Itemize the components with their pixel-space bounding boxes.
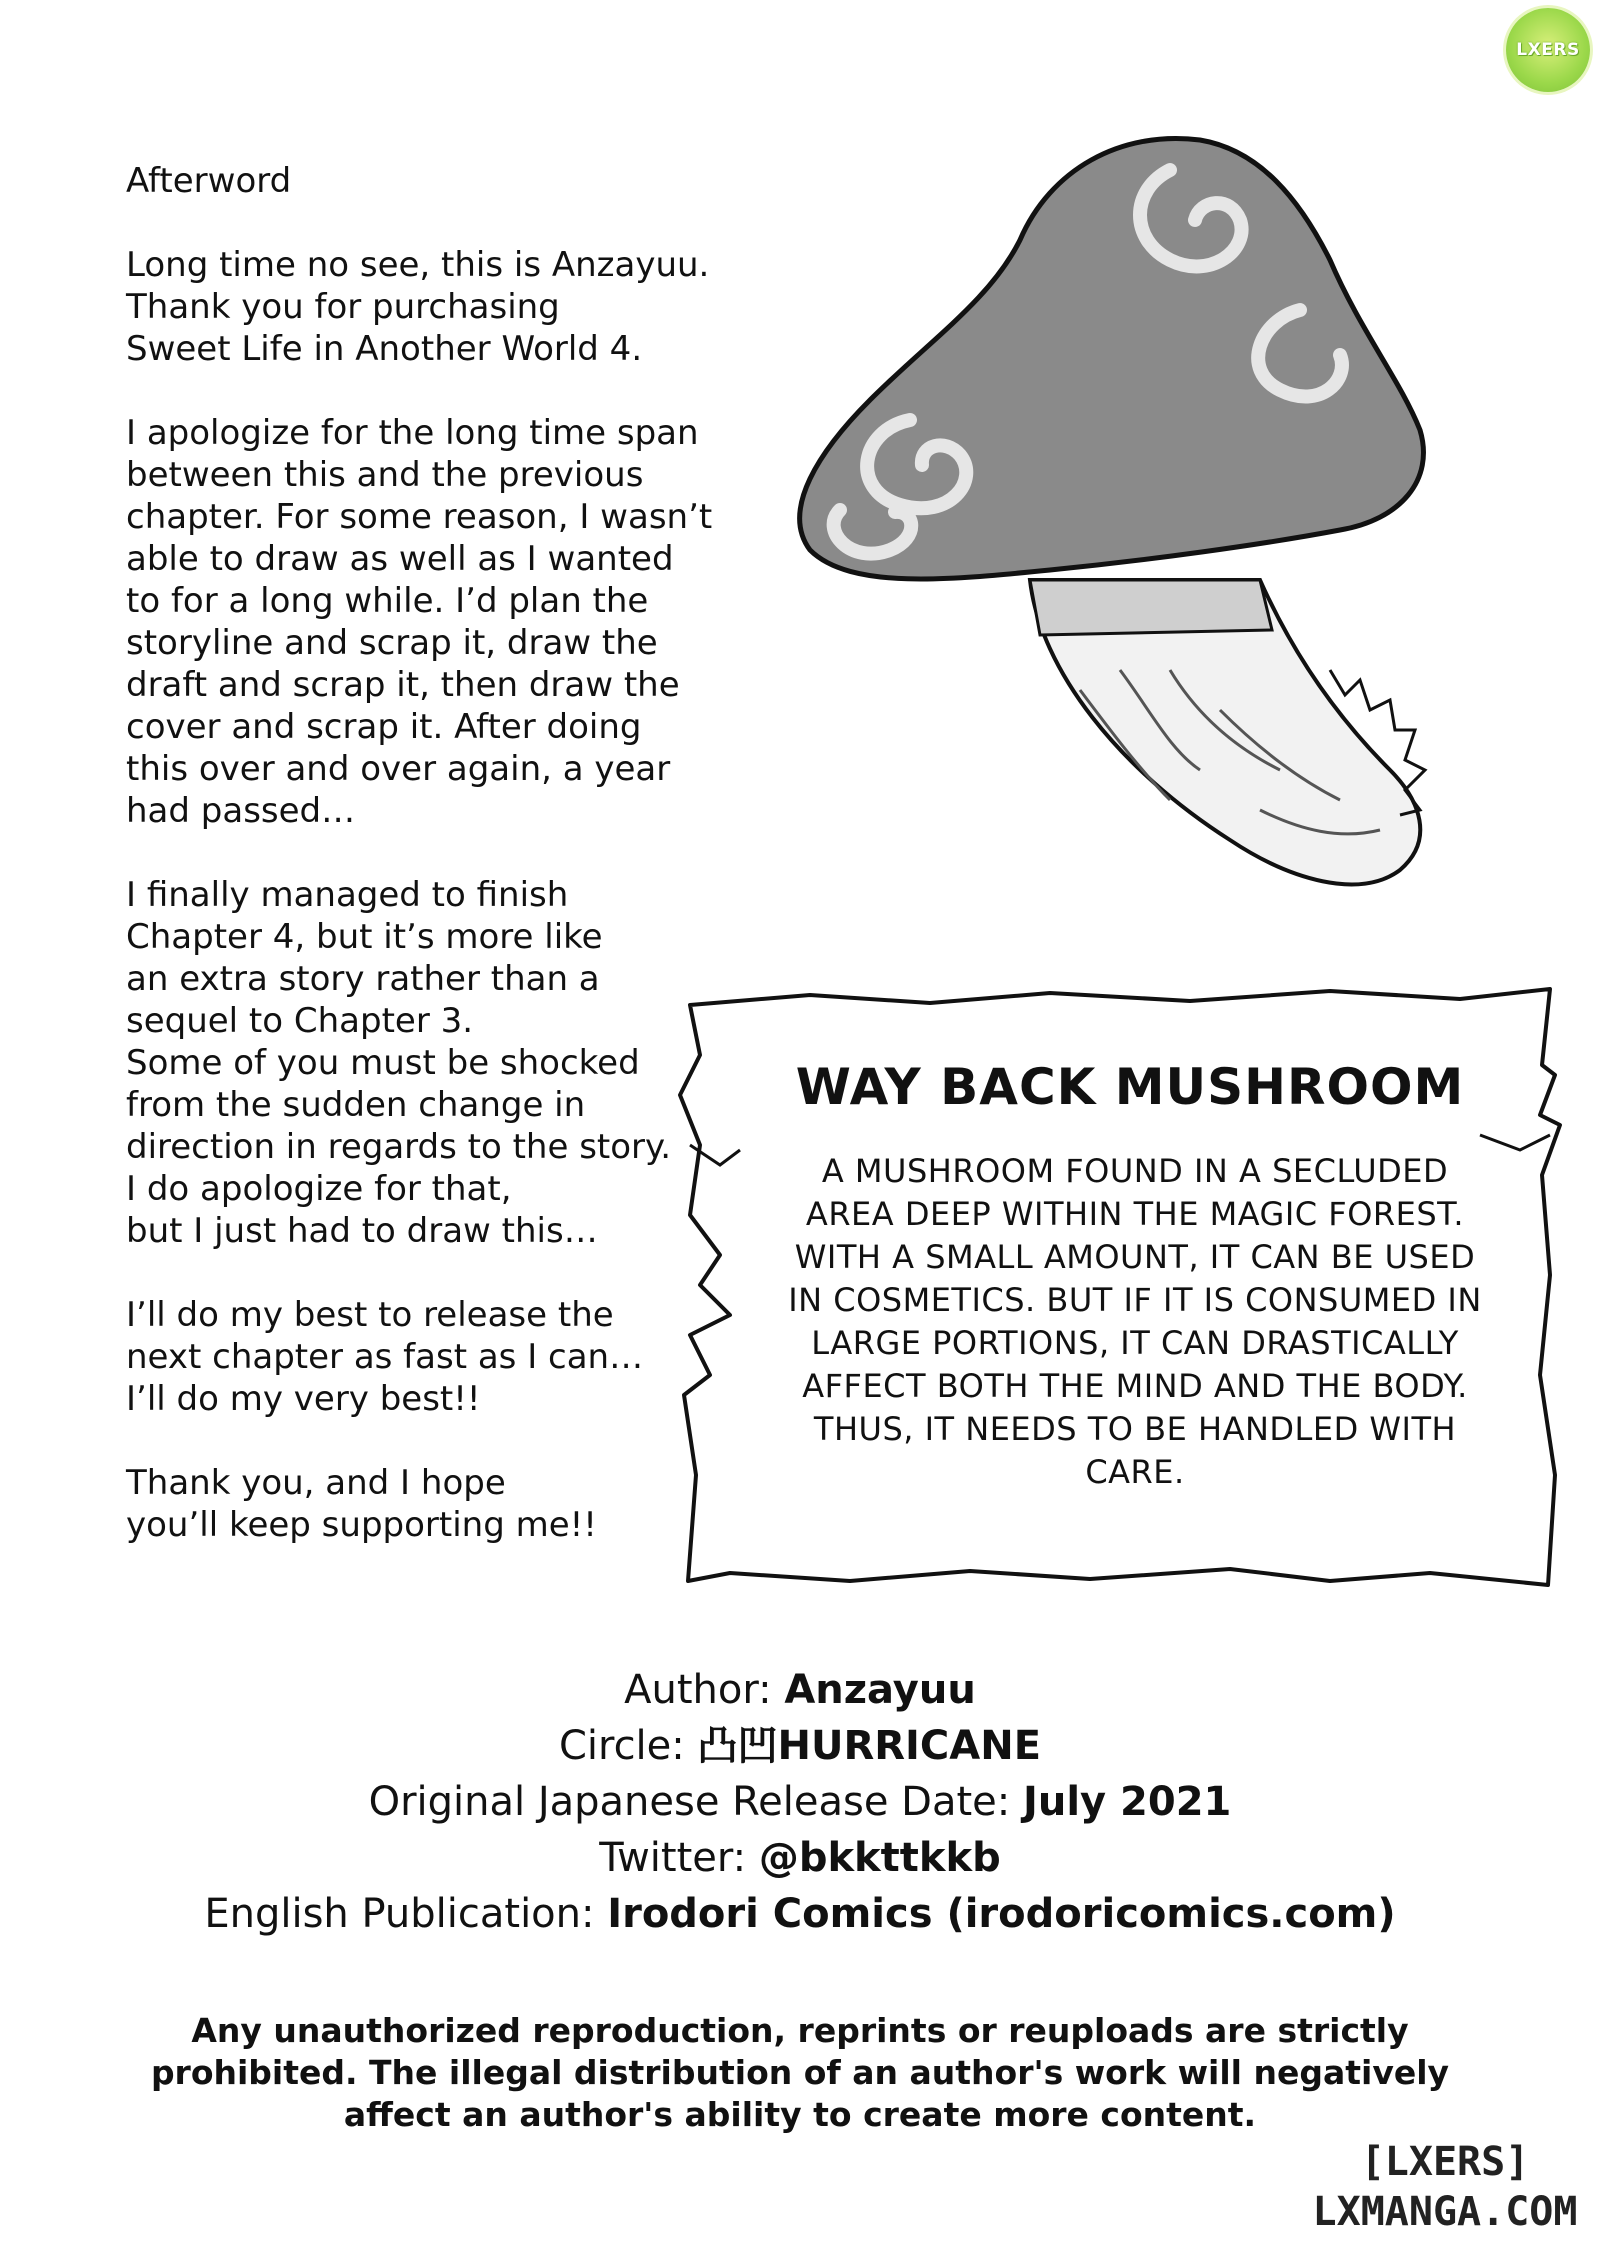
sign-description: A MUSHROOM FOUND IN A SECLUDED AREA DEEP WITHIN THE MAGIC FOREST. WITH A SMALL AMOUNT, IT CAN BE USED IN COSMETICS. BUT IF IT IS CONSUMED IN LARGE PORTIONS, IT CAN DRASTICALLY AFFECT BOTH THE MIND AND THE BODY. THUS, IT NEEDS TO BE HANDLED WITH CARE. — [788, 1152, 1482, 1491]
mushroom-stem — [1030, 580, 1425, 884]
afterword-heading: Afterword — [126, 161, 292, 201]
sign-title: WAY BACK MUSHROOM — [795, 1058, 1465, 1116]
copyright-notice: Any unauthorized reproduction, reprints or reuploads are strictly prohibited. The illegal distribution of an author's work will negatively affect an author's ability to create more content. — [150, 2011, 1450, 2134]
credits-section — [0, 1662, 1600, 1942]
watermark — [1300, 2138, 1590, 2238]
afterword-section — [126, 160, 726, 1588]
mushroom-cap — [800, 138, 1424, 578]
credit-publication: English Publication: Irodori Comics (irodoricomics.com) — [204, 1891, 1396, 1937]
afterword-paragraph: I finally managed to finish Chapter 4, but it’s more like an extra story rather than a sequel to Chapter 3. Some of you must be shocked from the sudden change in direction in regards to the story. I do apologize for that, but I just had to draw this… — [126, 875, 672, 1251]
afterword-paragraph: I’ll do my best to release the next chapter as fast as I can… I’ll do my very best!! — [126, 1295, 644, 1419]
afterword-paragraph: I apologize for the long time span between this and the previous chapter. For some reason, I wasn’t able to draw as well as I wanted to for a long while. I’d plan the storyline and scrap it, draw the draft and scrap it, then draw the cover and scrap it. After doing this over and over again, a year had passed… — [126, 413, 713, 831]
credit-release-date: Original Japanese Release Date: July 2021 — [368, 1779, 1232, 1825]
mushroom-illustration — [700, 110, 1540, 990]
watermark-line1: [LXERS] — [1360, 2139, 1530, 2185]
credit-circle: Circle: 凸凹HURRICANE — [558, 1723, 1042, 1769]
watermark-line2: LXMANGA.COM — [1312, 2189, 1578, 2235]
afterword-paragraph: Thank you, and I hope you’ll keep supporting me!! — [126, 1463, 597, 1545]
credit-author: Author: Anzayuu — [624, 1667, 976, 1713]
afterword-paragraph: Long time no see, this is Anzayuu. Thank you for purchasing Sweet Life in Another World 4. — [126, 245, 710, 369]
credit-twitter: Twitter: @bkkttkkb — [599, 1835, 1001, 1881]
site-logo — [1506, 8, 1590, 92]
site-logo-text: LXERS — [1516, 40, 1580, 60]
